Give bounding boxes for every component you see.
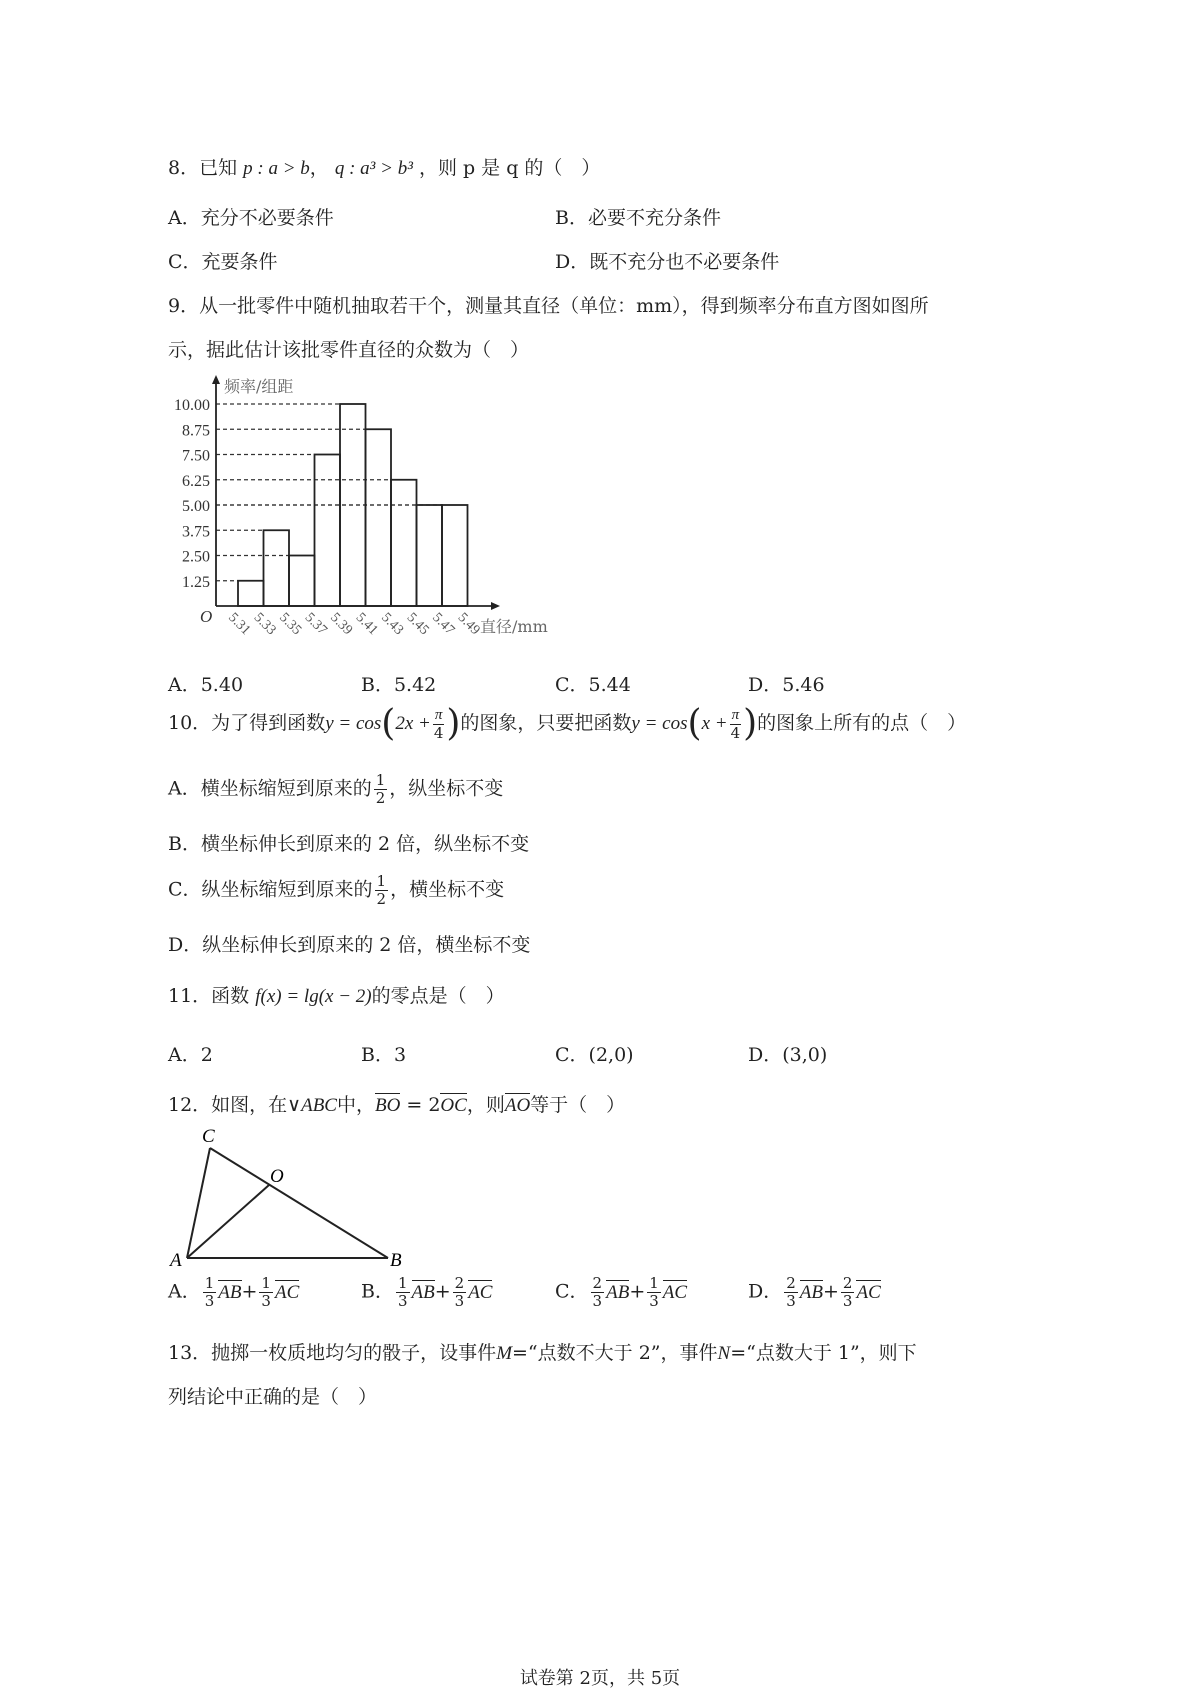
option-letter: B． <box>361 1280 394 1303</box>
q13-event-m: M <box>496 1343 513 1364</box>
q10-pi-over-4-a <box>433 708 445 741</box>
x-tick-label: 5.41 <box>352 610 381 639</box>
vec-ac: AC <box>662 1281 688 1303</box>
histogram-bar <box>391 480 417 606</box>
q8-option-d: D．既不充分也不必要条件 <box>555 251 780 273</box>
q8-option-b: B．必要不充分条件 <box>555 207 721 229</box>
coef-1-den: 3 <box>397 1292 408 1310</box>
q10-option-a <box>168 773 503 806</box>
coef-1 <box>396 1276 410 1309</box>
q10-suffix: 的图象上所有的点（ ） <box>757 712 967 734</box>
histogram-bar <box>417 505 443 606</box>
y-axis-arrow <box>212 375 220 384</box>
x-axis-arrow <box>491 602 500 610</box>
y-tick-label: 7.50 <box>182 447 210 465</box>
vec-ab: AB <box>411 1281 435 1303</box>
coef-2-num: 2 <box>842 1274 853 1292</box>
plus: + <box>434 1280 451 1303</box>
q10-option-b: B．横坐标伸长到原来的 2 倍，纵坐标不变 <box>168 833 530 855</box>
plus: + <box>241 1280 258 1303</box>
coef-2-num: 2 <box>454 1274 465 1292</box>
q8-option-a: A．充分不必要条件 <box>168 207 334 229</box>
label-b: B <box>390 1250 402 1270</box>
coef-1 <box>591 1276 605 1309</box>
q10-func1: y = cos <box>325 713 382 734</box>
y-tick-label: 10.00 <box>174 397 210 414</box>
q12-vec-oc: OC <box>440 1095 467 1116</box>
coef-2-den: 3 <box>261 1292 271 1310</box>
q13-stem-line1 <box>168 1338 917 1365</box>
y-tick-label: 5.00 <box>182 498 210 515</box>
histogram-bar <box>264 530 290 606</box>
q12-option-a <box>168 1276 299 1309</box>
histogram-bar <box>366 429 392 606</box>
q9-option-a: A．5.40 <box>168 674 244 696</box>
q12-vec-ao: AO <box>504 1095 531 1116</box>
label-c: C <box>202 1126 215 1147</box>
q12-eq: = 2 <box>400 1094 441 1116</box>
coef-1-num: 1 <box>204 1274 215 1292</box>
coef-1-den: 3 <box>786 1292 796 1310</box>
coef-1-num: 2 <box>786 1274 796 1292</box>
x-tick-label: 5.37 <box>301 610 330 639</box>
q10-mid: 的图象，只要把函数 <box>460 712 632 734</box>
q8-suffix: ，则 p 是 q 的（ ） <box>418 157 601 179</box>
q10-arg1: 2x + <box>395 713 431 734</box>
vec-ac: AC <box>274 1281 300 1303</box>
q11-prefix: 11．函数 <box>168 985 250 1007</box>
y-tick-label: 8.75 <box>182 422 210 440</box>
x-tick-label: 5.49 <box>454 610 483 639</box>
histogram-bar <box>238 581 264 606</box>
coef-2 <box>453 1276 467 1309</box>
q10-rparen1: ) <box>446 703 461 744</box>
coef-2-den: 3 <box>842 1292 853 1310</box>
histogram-bar <box>315 455 341 607</box>
q11-option-d: D．(3,0) <box>748 1044 828 1066</box>
q10-opt-c-half <box>375 874 389 907</box>
q10-lparen2: ( <box>687 703 702 744</box>
q10-pi-over-4-b <box>730 708 742 741</box>
coef-2-num: 1 <box>649 1274 659 1292</box>
q10-opt-a-den: 2 <box>375 789 386 807</box>
x-axis-title: 直径/mm <box>480 617 548 636</box>
q12-option-d <box>748 1276 881 1309</box>
coef-2-den: 3 <box>649 1292 659 1310</box>
q11-suffix: 的零点是（ ） <box>371 985 505 1007</box>
coef-1-den: 3 <box>204 1292 215 1310</box>
y-axis-title: 频率/组距 <box>224 377 294 396</box>
q10-opt-c-pre: C．纵坐标缩短到原来的 <box>168 878 373 901</box>
vec-ab: AB <box>799 1281 823 1303</box>
q9-option-b: B．5.42 <box>361 674 437 696</box>
x-tick-label: 5.33 <box>250 610 279 639</box>
q8-prefix: 8．已知 <box>168 157 238 179</box>
triangle-figure <box>160 1120 420 1270</box>
coef-1-num: 1 <box>397 1274 408 1292</box>
coef-2 <box>841 1276 855 1309</box>
y-tick-label: 3.75 <box>182 523 210 541</box>
q12-triangle: ABC <box>301 1095 337 1116</box>
plus: + <box>823 1280 839 1303</box>
frequency-histogram <box>160 370 580 650</box>
q12-option-c <box>555 1276 687 1309</box>
q10-opt-a-num: 1 <box>375 771 386 789</box>
edge-cb <box>210 1148 388 1258</box>
q10-option-c <box>168 874 504 907</box>
coef-1-num: 2 <box>592 1274 603 1292</box>
q11-option-c: C．(2,0) <box>555 1044 634 1066</box>
q10-opt-a-half <box>374 773 388 806</box>
option-letter: A． <box>168 1280 201 1303</box>
q8-stem: 8．已知 p : a > b， q : a³ > b³ ，则 p 是 q 的（ ） <box>168 157 601 179</box>
q9-option-c: C．5.44 <box>555 674 631 696</box>
x-tick-label: 5.43 <box>378 610 407 639</box>
q10-opt-c-post: ，横坐标不变 <box>390 878 505 901</box>
x-tick-label: 5.45 <box>403 610 432 639</box>
q10-opt-c-den: 2 <box>376 890 387 908</box>
q12-mid: 中， <box>336 1094 375 1116</box>
label-o: O <box>270 1166 284 1187</box>
q11-option-b: B．3 <box>361 1044 407 1066</box>
q9-stem-line1: 9．从一批零件中随机抽取若干个，测量其直径（单位：mm），得到频率分布直方图如图所 <box>168 295 929 317</box>
histogram-bar <box>442 505 468 606</box>
q10-opt-a-post: ，纵坐标不变 <box>389 777 504 800</box>
x-tick-label: 5.31 <box>225 610 254 639</box>
q13-event-n: N <box>717 1343 731 1364</box>
q10-func2: y = cos <box>631 713 688 734</box>
y-tick-label: 1.25 <box>182 573 210 591</box>
q9-option-d: D．5.46 <box>748 674 825 696</box>
vec-ab: AB <box>218 1281 242 1303</box>
coef-2 <box>259 1276 273 1309</box>
q10-arg2: x + <box>701 713 728 734</box>
q9-stem-line2: 示，据此估计该批零件直径的众数为（ ） <box>168 339 530 361</box>
coef-2 <box>647 1276 661 1309</box>
q12-option-b <box>361 1276 492 1309</box>
q13-part3: =“点数大于 1”，则下 <box>730 1342 917 1364</box>
q8-p-expr: p : a > b <box>243 158 310 179</box>
label-a: A <box>170 1250 182 1270</box>
q13-part2: =“点数不大于 2”，事件 <box>512 1342 718 1364</box>
q10-opt-a-pre: A．横坐标缩短到原来的 <box>168 777 372 800</box>
q12-suffix: 等于（ ） <box>530 1094 626 1116</box>
vec-ac: AC <box>468 1281 493 1303</box>
option-letter: D． <box>748 1280 783 1303</box>
q12-vec-bo: BO <box>375 1095 401 1116</box>
histogram-bar <box>289 556 315 607</box>
q10-pi-a: π <box>434 706 443 723</box>
vec-ab: AB <box>606 1281 630 1303</box>
coef-1-den: 3 <box>592 1292 603 1310</box>
q10-option-d: D．纵坐标伸长到原来的 2 倍，横坐标不变 <box>168 934 531 956</box>
coef-2-den: 3 <box>454 1292 465 1310</box>
coef-2-num: 1 <box>261 1274 271 1292</box>
y-tick-label: 6.25 <box>182 472 210 490</box>
q13-part1: 13．抛掷一枚质地均匀的骰子，设事件 <box>168 1342 497 1364</box>
q11-stem <box>168 981 505 1008</box>
option-letter: C． <box>555 1280 589 1303</box>
origin-label: O <box>200 607 213 626</box>
y-tick-label: 2.50 <box>182 548 210 566</box>
q10-pi-b: π <box>731 706 740 723</box>
vec-ac: AC <box>856 1281 881 1303</box>
x-tick-label: 5.47 <box>429 610 458 639</box>
q10-rparen2: ) <box>743 703 758 744</box>
q12-stem <box>168 1090 625 1117</box>
plus: + <box>629 1280 646 1303</box>
q8-option-c: C．充要条件 <box>168 251 278 273</box>
q10-stem <box>168 703 967 744</box>
x-tick-label: 5.39 <box>327 610 356 639</box>
q11-option-a: A．2 <box>168 1044 213 1066</box>
q10-opt-c-num: 1 <box>376 872 387 890</box>
coef-1 <box>784 1276 798 1309</box>
q12-prefix: 12．如图，在∨ <box>168 1094 302 1116</box>
coef-1 <box>203 1276 217 1309</box>
q11-expr: f(x) = lg(x − 2) <box>255 986 372 1007</box>
page-footer: 试卷第 2页，共 5页 <box>519 1668 681 1689</box>
q10-prefix: 10．为了得到函数 <box>168 712 326 734</box>
q13-stem-line2: 列结论中正确的是（ ） <box>168 1386 378 1408</box>
q10-four-a: 4 <box>433 723 444 742</box>
q10-lparen1: ( <box>381 703 396 744</box>
x-tick-label: 5.35 <box>276 610 305 639</box>
q8-q-expr: q : a³ > b³ <box>334 158 413 179</box>
q12-then: ，则 <box>466 1094 505 1116</box>
q10-four-b: 4 <box>730 723 741 742</box>
